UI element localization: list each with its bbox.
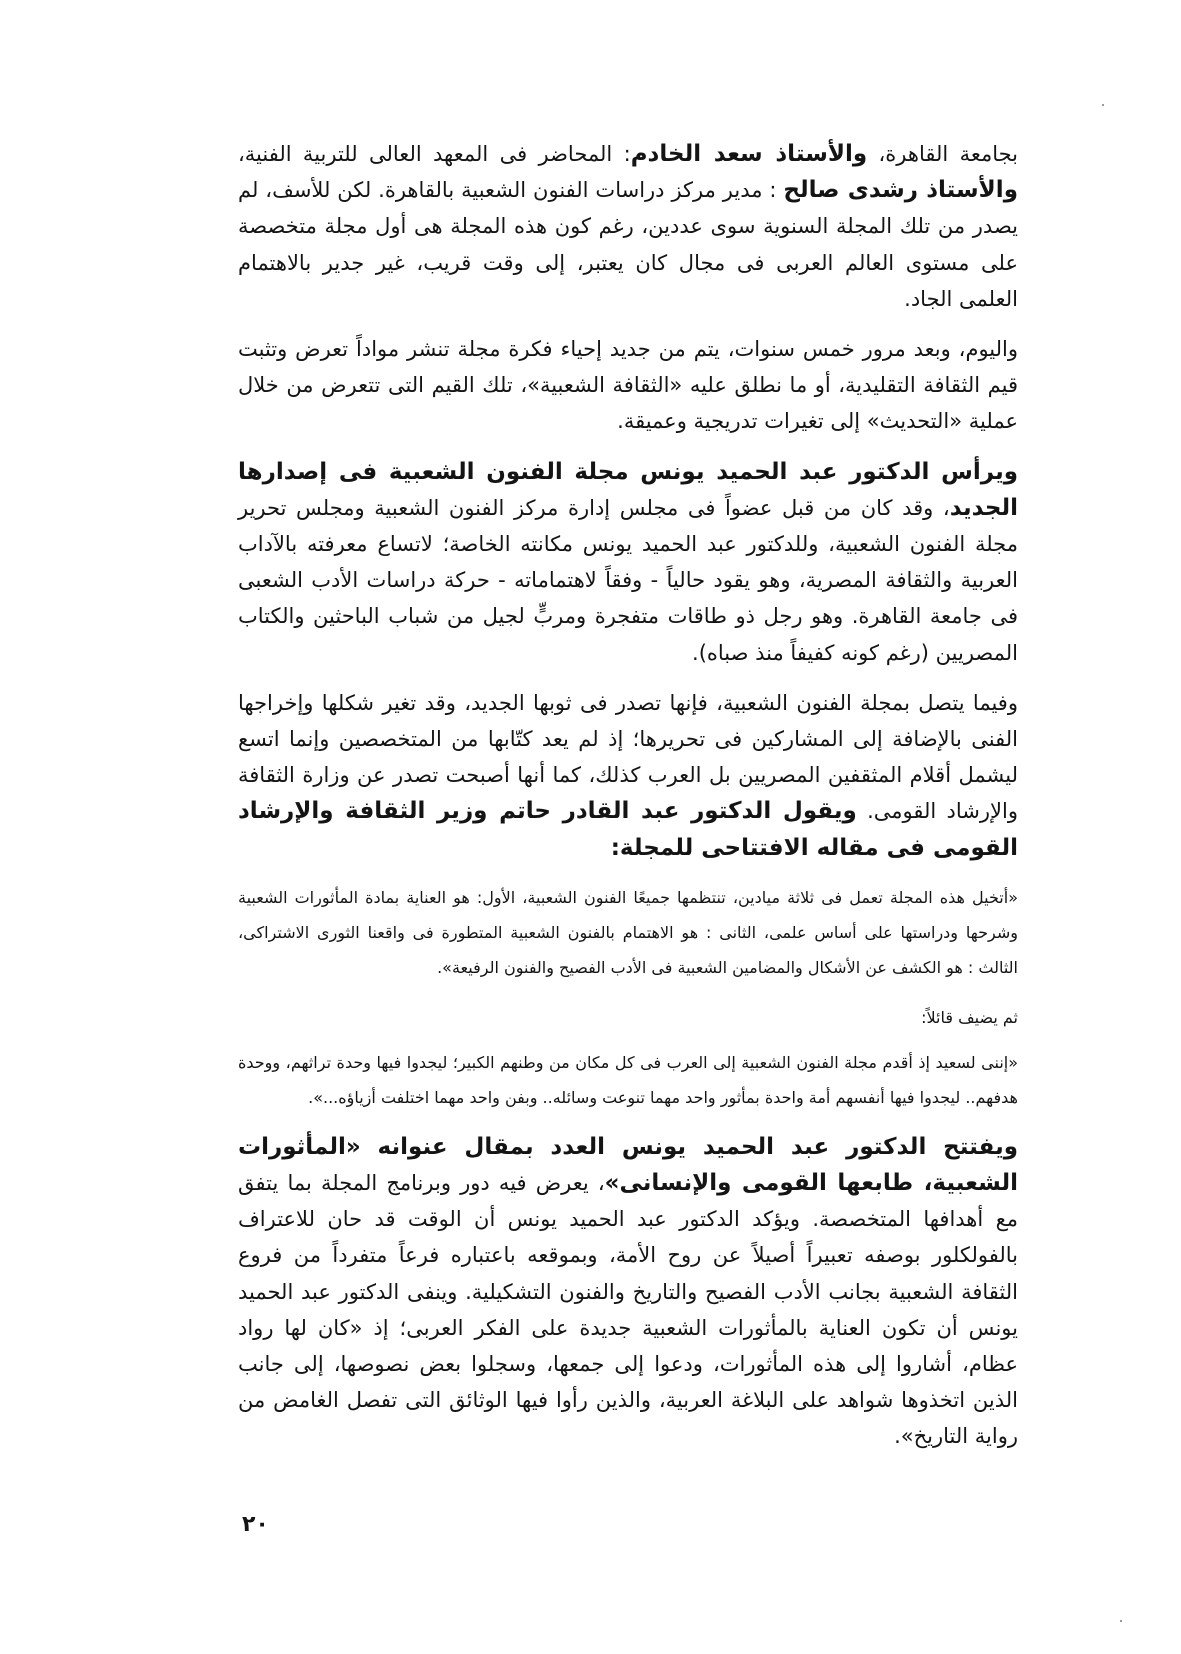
paragraph-1-text-a: بجامعة القاهرة،	[867, 142, 1019, 166]
block-quote-2-text: «إننى لسعيد إذ أقدم مجلة الفنون الشعبية إلى العرب فى كل مكان من وطنهم الكبير؛ ليجدوا فيها وحدة تراثهم، ووحدة هدفهم.. ليجدوا فيها أنفسهم أمة واحدة بمأثور واحد مهما تنوعت وسائله.. وبفن واحد مهما اختلفت أزياؤه...».	[238, 1052, 1018, 1107]
article-body	[238, 136, 1018, 1455]
paragraph-4	[238, 685, 1018, 866]
quote-intro-note	[238, 1003, 1018, 1033]
paragraph-1-text-c: : مدير مركز دراسات الفنون الشعبية بالقاهرة. لكن للأسف، لم يصدر من تلك المجلة السنوية سوى عددين، رغم كون هذه المجلة هى أول مجلة متخصصة على مستوى العالم العربى فى مجال كان يعتبر، إلى وقت قريب، غير جدير بالاهتمام العلمى الجاد.	[238, 178, 1018, 311]
paragraph-4-text-b: فى مقاله الافتتاحى للمجلة:	[610, 834, 933, 861]
block-quote-1	[238, 880, 1018, 985]
paragraph-1-bold-name-a: والأستاذ سعد الخادم	[630, 141, 868, 167]
paragraph-3	[238, 454, 1018, 671]
scan-speck	[1120, 1620, 1122, 1622]
paragraph-3-bold-lead: ويرأس الدكتور عبد الحميد يونس مجلة الفنون الشعبية فى إصدارها الجديد	[238, 458, 1018, 521]
scan-speck	[1102, 104, 1104, 106]
paragraph-5-bold-lead: ويفتتح الدكتور عبد الحميد يونس العدد بمقال عنوانه «المأثورات الشعبية، طابعها القومى والإنسانى»	[238, 1133, 1018, 1197]
quote-intro-note-text: ثم يضيف قائلاً:	[921, 1007, 1018, 1027]
paragraph-2	[238, 331, 1018, 440]
paragraph-4-text-a: وفيما يتصل بمجلة الفنون الشعبية، فإنها تصدر فى ثوبها الجديد، وقد تغير شكلها وإخراجها الفنى بالإضافة إلى المشاركين فى تحريرها؛ إذ لم يعد كتّابها من المتخصصين وإنما اتسع ليشمل أقلام المثقفين المصريين بل العرب كذلك، كما أنها أصبحت تصدر عن وزارة الثقافة والإرشاد القومى.	[238, 690, 1019, 824]
paragraph-5	[238, 1129, 1018, 1455]
paragraph-5-text: ، يعرض فيه دور وبرنامج المجلة بما يتفق مع أهدافها المتخصصة. ويؤكد الدكتور عبد الحميد يونس أن الوقت قد حان للاعتراف بالفولكلور بوصفه تعبيراً أصيلاً عن روح الأمة، وبموقعه باعتباره فرعاً متفرداً من فروع الثقافة الشعبية بجانب الأدب الفصيح والتاريخ والفنون التشكيلية. وينفى الدكتور عبد الحميد يونس أن تكون العناية بالمأثورات الشعبية جديدة على الفكر العربى؛ إذ «كان لها رواد عظام، أشاروا إلى هذه المأثورات، ودعوا إلى جمعها، وسجلوا بعض نصوصها، إلى جانب الذين اتخذوها شواهد على البلاغة العربية، والذين رأوا فيها الوثائق التى تفصل الغامض من رواية التاريخ».	[238, 1171, 1018, 1449]
paragraph-1-bold-name-b: والأستاذ رشدى صالح	[783, 177, 1018, 204]
paragraph-1	[238, 136, 1018, 317]
block-quote-1-text: «أتخيل هذه المجلة تعمل فى ثلاثة ميادين، تنتظمها جميعًا الفنون الشعبية، الأول: هو العناية بمادة المأثورات الشعبية وشرحها ودراستها على أساس علمى، الثانى : هو الاهتمام بالفنون الشعبية المتطورة فى واقعنا الثورى الاشتراكى، الثالث : هو الكشف عن الأشكال والمضامين الشعبية فى الأدب الفصيح والفنون الرفيعة».	[238, 887, 1018, 977]
paragraph-1-text-b: : المحاضر فى المعهد العالى للتربية الفنية،	[238, 142, 631, 166]
block-quote-2	[238, 1045, 1018, 1115]
paragraph-2-text: واليوم، وبعد مرور خمس سنوات، يتم من جديد إحياء فكرة مجلة تنشر مواداً تعرض وتثبت قيم الثقافة التقليدية، أو ما نطلق عليه «الثقافة الشعبية»، تلك القيم التى تتعرض من خلال عملية «التحديث» إلى تغيرات تدريجية وعميقة.	[238, 337, 1018, 434]
page-number: ٢٠	[242, 1512, 269, 1537]
paragraph-3-text: ، وقد كان من قبل عضواً فى مجلس إدارة مركز الفنون الشعبية ومجلس تحرير مجلة الفنون الشعبية، وللدكتور عبد الحميد يونس مكانته الخاصة؛ لاتساع معرفته بالآداب العربية والثقافة المصرية، وهو يقود حالياً - وفقاً لاهتماماته - حركة دراسات الأدب الشعبى فى جامعة القاهرة. وهو رجل ذو طاقات متفجرة ومربٍّ لجيل من شباب الباحثين والكتاب المصريين (رغم كونه كفيفاً منذ صباه).	[238, 495, 1018, 665]
paragraph-4-bold-name: ويقول الدكتور عبد القادر حاتم وزير الثقافة والإرشاد القومى	[238, 798, 1018, 861]
